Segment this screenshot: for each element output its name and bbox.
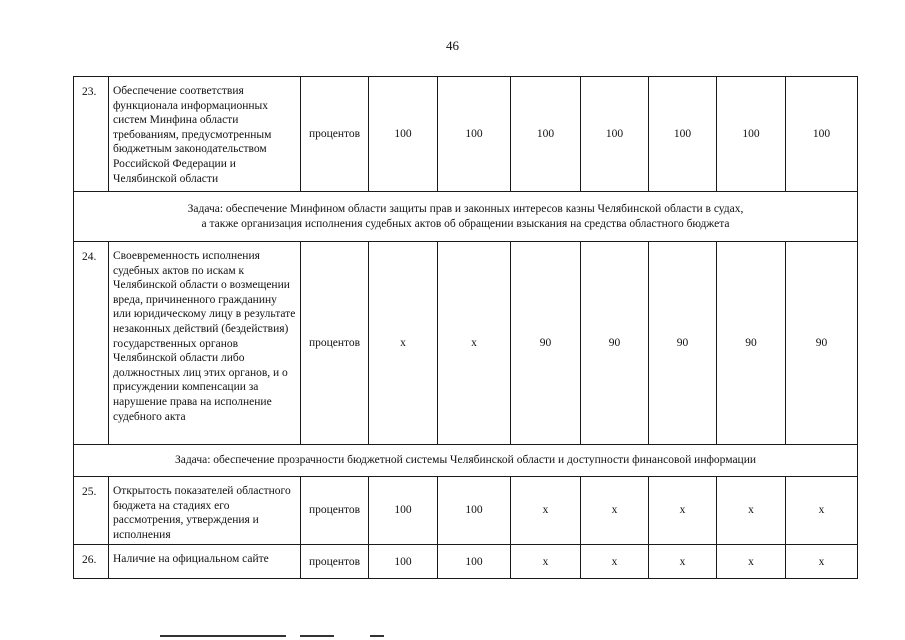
value-cell: x xyxy=(786,545,858,579)
value-cell: x xyxy=(581,545,649,579)
unit-cell: процентов xyxy=(301,77,369,192)
task-row xyxy=(74,192,858,242)
value-cell: 100 xyxy=(786,77,858,192)
value-cell: x xyxy=(717,545,786,579)
value-cell: x xyxy=(786,477,858,545)
indicator-description: Обеспечение соответствия функционала информационных систем Минфина области требованиям, предусмотренным бюджетным законодательством Российской Федерации и Челябинской области xyxy=(109,77,301,192)
task-row xyxy=(74,445,858,477)
unit-cell: процентов xyxy=(301,477,369,545)
indicator-description: Открытость показателей областного бюджета на стадиях его рассмотрения, утверждения и исполнения xyxy=(109,477,301,545)
value-cell: 100 xyxy=(438,477,511,545)
value-cell: x xyxy=(581,477,649,545)
indicator-description: Наличие на официальном сайте xyxy=(109,545,301,579)
table-row xyxy=(74,242,858,445)
table-row xyxy=(74,545,858,579)
value-cell: 100 xyxy=(511,77,581,192)
row-number: 25. xyxy=(74,477,109,545)
task-line: Задача: обеспечение прозрачности бюджетной системы Челябинской области и доступности финансовой информации xyxy=(174,454,757,467)
value-cell: 90 xyxy=(649,242,717,445)
value-cell: 90 xyxy=(581,242,649,445)
table-row xyxy=(74,77,858,192)
value-cell: x xyxy=(511,545,581,579)
value-cell: 90 xyxy=(511,242,581,445)
table-row xyxy=(74,477,858,545)
indicators-table xyxy=(73,76,858,579)
task-line: а также организация исполнения судебных актов об обращении взыскания на средства областного бюджета xyxy=(201,217,730,230)
value-cell: x xyxy=(649,545,717,579)
value-cell: x xyxy=(438,242,511,445)
task-line: Задача: обеспечение Минфином области защиты прав и законных интересов казны Челябинской области в судах, xyxy=(187,202,744,215)
value-cell: 100 xyxy=(717,77,786,192)
value-cell: 100 xyxy=(438,77,511,192)
value-cell: 90 xyxy=(717,242,786,445)
value-cell: 100 xyxy=(581,77,649,192)
value-cell: 90 xyxy=(786,242,858,445)
row-number: 26. xyxy=(74,545,109,579)
value-cell: 100 xyxy=(649,77,717,192)
unit-cell: процентов xyxy=(301,545,369,579)
indicator-description: Своевременность исполнения судебных актов по искам к Челябинской области о возмещении вреда, причиненного гражданину или юридическому лицу в результате незаконных действий (бездействия) государственных органов Челябинской области либо должностных лиц этих органов, и о присуждении компенсации за нарушение права на исполнение судебного акта xyxy=(109,242,301,445)
page-number: 46 xyxy=(446,38,459,53)
row-number: 24. xyxy=(74,242,109,445)
value-cell: 100 xyxy=(369,477,438,545)
value-cell: x xyxy=(649,477,717,545)
value-cell: x xyxy=(717,477,786,545)
value-cell: 100 xyxy=(369,77,438,192)
task-heading xyxy=(74,192,858,242)
row-number: 23. xyxy=(74,77,109,192)
task-heading xyxy=(74,445,858,477)
value-cell: x xyxy=(369,242,438,445)
value-cell: x xyxy=(511,477,581,545)
value-cell: 100 xyxy=(438,545,511,579)
unit-cell: процентов xyxy=(301,242,369,445)
value-cell: 100 xyxy=(369,545,438,579)
